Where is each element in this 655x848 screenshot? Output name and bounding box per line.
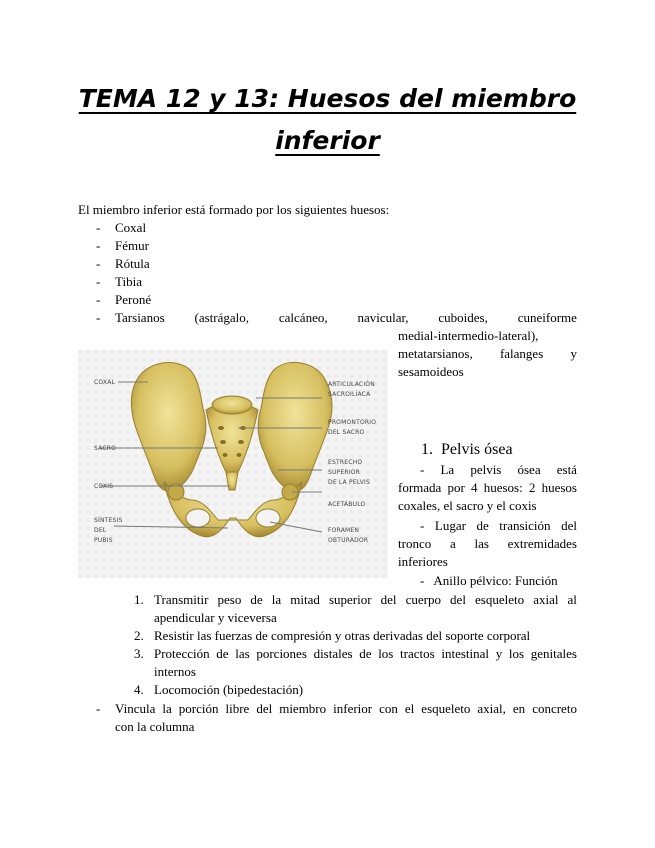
word: esqueleto (421, 701, 471, 716)
label-estrecho-2: SUPERIOR (328, 469, 361, 476)
list-dash: - (96, 274, 101, 289)
pelvis-point-2-line-2 (398, 535, 577, 553)
word: y (495, 646, 503, 661)
page-title-line-1: TEMA 12 y 13: Huesos del miembro (78, 84, 577, 113)
label-promontorio-2: DEL SACRO (328, 429, 365, 436)
tarsianos-line-3 (398, 345, 577, 363)
intro-text: El miembro inferior está formado por los siguientes huesos: (78, 202, 390, 217)
word: esqueleto (475, 592, 525, 607)
label-coxal: COXAL (94, 379, 116, 386)
word: cuneiforme (517, 310, 577, 325)
section-heading (421, 440, 513, 460)
tarsianos-line-1 (115, 309, 577, 327)
word: Protección (154, 646, 210, 661)
pelvis-point-1-line-3: coxales, el sacro y el coxis (398, 498, 537, 513)
list-dash: - (96, 238, 101, 253)
word: los (508, 646, 525, 661)
word: del (450, 592, 466, 607)
vincula-line-2: con la columna (115, 719, 195, 734)
word: navicular, (357, 310, 409, 325)
label-sintesis-2: DEL (94, 527, 107, 534)
label-promontorio-1: PROMONTORIO (328, 419, 377, 426)
bone-item: Coxal (115, 220, 147, 235)
word: cuboides, (438, 310, 488, 325)
word: inferior (333, 701, 373, 716)
word: las (474, 536, 489, 551)
list-dash: - (96, 256, 101, 271)
pelvis-point-2-line-3: inferiores (398, 554, 448, 569)
pelvis-point-3: - Anillo pélvico: Función (420, 573, 558, 588)
left-obturator-foramen (186, 509, 210, 527)
bone-item: Tibia (115, 274, 142, 289)
word: porción (178, 701, 219, 716)
label-foramen-2: OBTURADOR (328, 537, 369, 544)
word: del (256, 701, 273, 716)
word: La (440, 462, 455, 477)
word: del (561, 518, 577, 533)
label-sacro: SACRO (94, 445, 116, 452)
word: pelvis (470, 462, 502, 477)
word: Tarsianos (115, 310, 165, 325)
word: superior (328, 592, 372, 607)
lumbar-vertebra (212, 396, 252, 414)
pelvis-point-2-line-1 (420, 517, 577, 535)
tarsianos-line-4: sesamoideos (398, 364, 464, 379)
word: las (235, 646, 250, 661)
word: 4 (471, 480, 478, 495)
bone-item: Fémur (115, 238, 149, 253)
function-1-line-2: apendicular y viceversa (154, 610, 277, 625)
word: metatarsianos, (398, 346, 473, 361)
function-number: 2. (134, 628, 144, 643)
label-sintesis-3: PUBIS (94, 537, 113, 544)
label-artic-2: SACROILÍACA (328, 391, 371, 398)
word: está (556, 462, 577, 477)
list-dash: - (96, 701, 101, 716)
word: en (512, 701, 526, 716)
label-acetabulo: ACETÁBULO (328, 501, 366, 508)
word: tractos (400, 646, 435, 661)
word: - (420, 462, 425, 477)
function-4-line-1: Locomoción (bipedestación) (154, 682, 304, 697)
word: mitad (290, 592, 320, 607)
word: Lugar (434, 518, 466, 533)
tarsianos-line-2: medial-intermedio-lateral), (398, 328, 539, 343)
list-dash: - (96, 310, 101, 325)
word: libre (225, 701, 250, 716)
pelvis-figure (78, 350, 388, 578)
word: genitales (530, 646, 577, 661)
word: miembro (279, 701, 327, 716)
word: Vincula (115, 701, 156, 716)
function-number: 4. (134, 682, 144, 697)
list-dash: - (96, 220, 101, 235)
word: a (449, 536, 456, 551)
function-2-line-1: Resistir las fuerzas de compresión y otras derivadas del soporte corporal (154, 628, 531, 643)
word: porciones (256, 646, 307, 661)
function-3-line-1 (154, 645, 577, 663)
list-dash: - (96, 292, 101, 307)
function-number: 3. (134, 646, 144, 661)
word: (astrágalo, (194, 310, 250, 325)
right-obturator-foramen (256, 509, 280, 527)
word: y (570, 346, 577, 361)
vincula-line-1 (115, 700, 577, 718)
word: tronco (398, 536, 432, 551)
pelvis-point-1-line-1 (420, 461, 577, 479)
word: ósea (517, 462, 541, 477)
word: huesos (541, 480, 577, 495)
pelvis-illustration (78, 350, 388, 578)
word: por (447, 480, 465, 495)
word: de (476, 518, 489, 533)
word: falanges (499, 346, 544, 361)
word: de (216, 646, 229, 661)
word: de (250, 592, 263, 607)
word: cuerpo (405, 592, 441, 607)
word: formada (398, 480, 442, 495)
word: el (404, 701, 415, 716)
word: - (420, 518, 425, 533)
word: concreto (532, 701, 577, 716)
label-estrecho-3: DE LA PELVIS (328, 479, 370, 486)
function-number: 1. (134, 592, 144, 607)
bone-item: Peroné (115, 292, 152, 307)
word: la (162, 701, 172, 716)
function-1-line-1 (154, 591, 577, 609)
page-title-line-2: inferior (275, 126, 380, 155)
pelvis-point-1-line-2 (398, 479, 577, 497)
word: de (359, 646, 372, 661)
word: los (378, 646, 394, 661)
word: axial (533, 592, 559, 607)
word: intestinal (441, 646, 490, 661)
label-estrecho-1: ESTRECHO (328, 459, 363, 466)
section-number: 1. (421, 441, 433, 458)
word: calcáneo, (278, 310, 328, 325)
word: la (271, 592, 282, 607)
word: extremidades (507, 536, 577, 551)
word: axial, (477, 701, 506, 716)
word: peso (217, 592, 242, 607)
label-sintesis-1: SÍNTESIS (94, 517, 123, 524)
word: al (567, 592, 577, 607)
word: distales (313, 646, 353, 661)
word: con (379, 701, 398, 716)
word: del (380, 592, 397, 607)
label-artic-1: ARTICULACIÓN (328, 381, 375, 388)
word: huesos: (483, 480, 523, 495)
function-3-line-2: internos (154, 664, 196, 679)
label-coxis: COXIS (94, 483, 114, 490)
bone-item: Rótula (115, 256, 150, 271)
label-foramen-1: FORAMEN (328, 527, 360, 534)
word: 2 (528, 480, 536, 495)
section-title: Pelvis ósea (441, 441, 513, 458)
word: Transmitir (154, 592, 209, 607)
word: transición (499, 518, 551, 533)
